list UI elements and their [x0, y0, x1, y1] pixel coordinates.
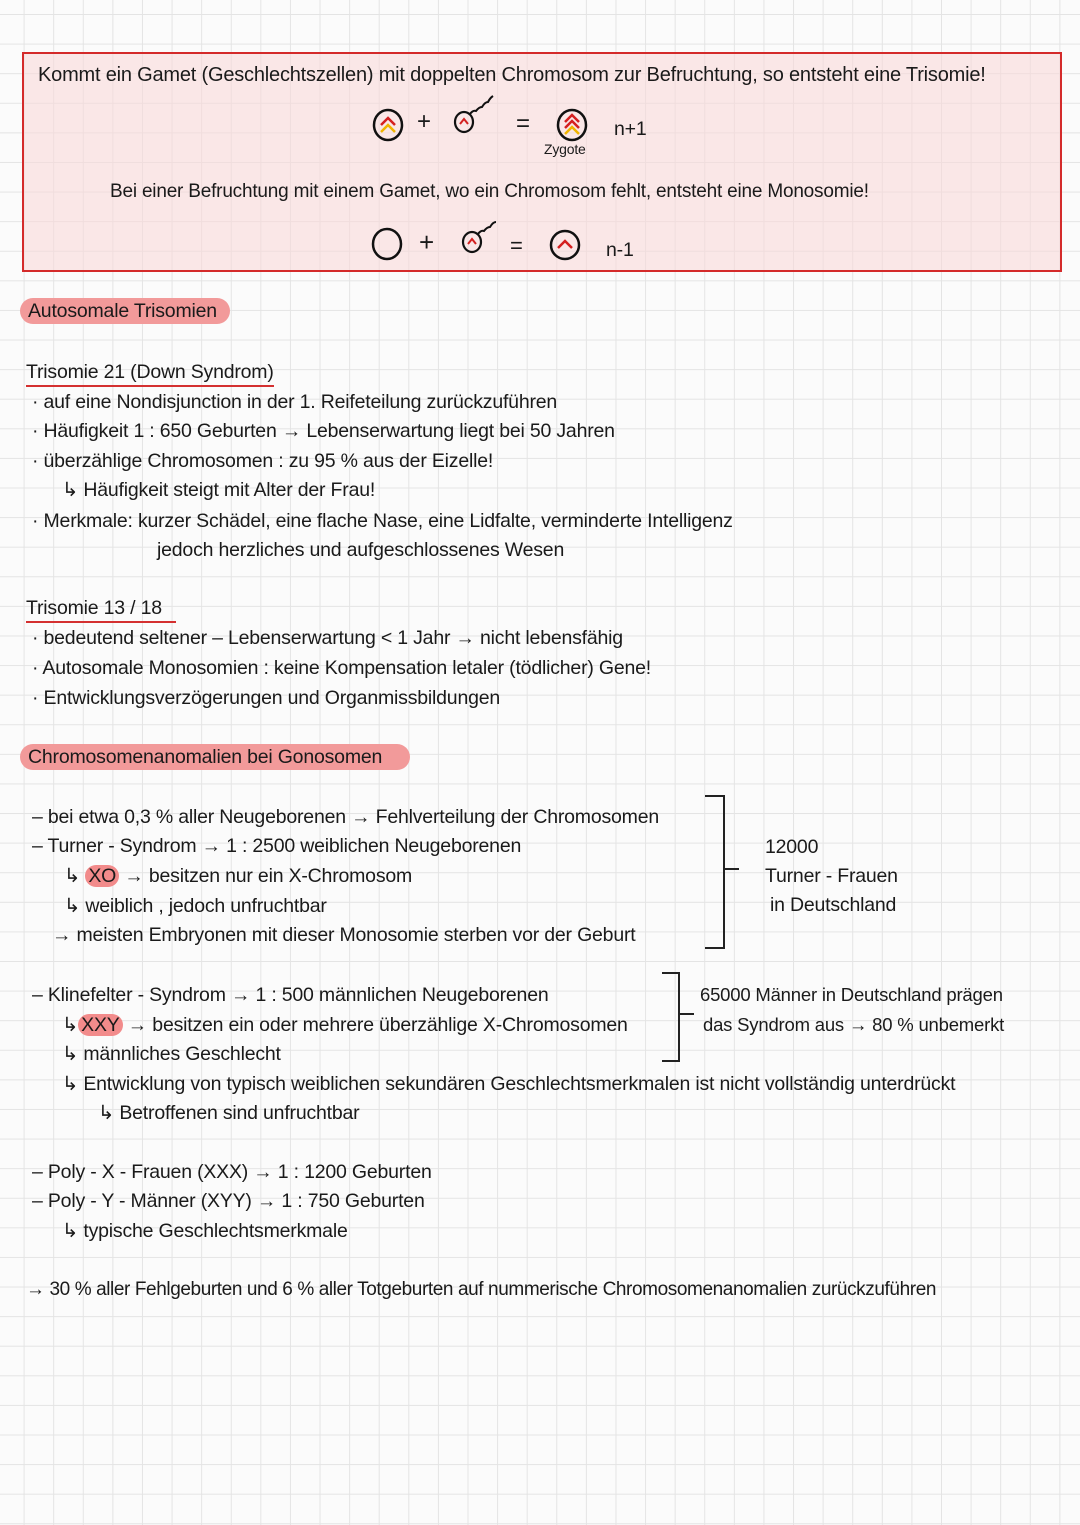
bracket	[705, 795, 725, 949]
trisomy21-heading: Trisomie 21 (Down Syndrom)	[26, 360, 274, 387]
klinefelter-side-note: 65000 Männer in Deutschland prägen	[700, 984, 1003, 1005]
list-item: · Merkmale: kurzer Schädel, eine flache Nase, eine Lidfalte, verminderte Intelligenz	[32, 510, 733, 532]
zygote-label: Zygote	[544, 141, 586, 157]
list-item	[64, 864, 412, 888]
trisomy1318-heading: Trisomie 13 / 18	[26, 596, 176, 623]
plus-sign: +	[419, 227, 434, 257]
list-item: – Poly - Y - Männer (XYY) → 1 : 750 Geburten	[32, 1190, 425, 1212]
list-item: – bei etwa 0,3 % aller Neugeborenen → Fehlverteilung der Chromosomen	[32, 806, 660, 828]
list-item: · überzählige Chromosomen : zu 95 % aus der Eizelle!	[32, 450, 494, 472]
list-text: → besitzen ein oder mehrere überzählige X-Chromosomen	[127, 1014, 628, 1036]
egg-cell-icon	[372, 108, 404, 142]
plus-sign: +	[417, 108, 431, 135]
bracket	[662, 972, 680, 1062]
arrow: ↳	[64, 865, 81, 887]
sperm-cell-icon	[460, 206, 510, 256]
list-item: ↳ Häufigkeit steigt mit Alter der Frau!	[62, 479, 376, 501]
turner-side-note: Turner - Frauen	[765, 865, 898, 887]
list-item: · auf eine Nondisjunction in der 1. Reifeteilung zurückzuführen	[32, 391, 558, 413]
n-minus-1-label: n-1	[606, 239, 634, 261]
monosomy-zygote-icon	[549, 229, 581, 261]
xo-highlight: XO	[85, 865, 119, 887]
list-item: ↳ männliches Geschlecht	[62, 1043, 281, 1065]
list-item: ↳ weiblich , jedoch unfruchtbar	[64, 895, 327, 917]
section-heading-autosomal: Autosomale Trisomien	[28, 300, 217, 322]
list-item: → meisten Embryonen mit dieser Monosomie sterben vor der Geburt	[52, 924, 636, 946]
list-item: jedoch herzliches und aufgeschlossenes Wesen	[157, 539, 565, 561]
turner-side-note: in Deutschland	[770, 894, 897, 916]
list-item: · Entwicklungsverzögerungen und Organmissbildungen	[32, 687, 501, 709]
list-item: – Klinefelter - Syndrom → 1 : 500 männlichen Neugeborenen	[32, 984, 549, 1006]
list-item	[62, 1013, 628, 1037]
list-item: · Autosomale Monosomien : keine Kompensation letaler (tödlicher) Gene!	[32, 657, 651, 679]
list-item: – Poly - X - Frauen (XXX) → 1 : 1200 Geburten	[32, 1161, 432, 1183]
list-item: ↳ typische Geschlechtsmerkmale	[62, 1220, 348, 1242]
arrow: ↳	[62, 1014, 79, 1036]
bracket-tick	[725, 868, 739, 870]
monosomy-explanation: Bei einer Befruchtung mit einem Gamet, wo ein Chromosom fehlt, entsteht eine Monosomie!	[110, 181, 869, 202]
list-item: ↳ Entwicklung von typisch weiblichen sekundären Geschlechtsmerkmalen ist nicht vollständig unterdrückt	[62, 1073, 956, 1095]
trisomy-explanation: Kommt ein Gamet (Geschlechtszellen) mit doppelten Chromosom zur Befruchtung, so entsteht eine Trisomie!	[38, 64, 986, 86]
equals-sign: =	[510, 233, 523, 258]
list-item: – Turner - Syndrom → 1 : 2500 weiblichen Neugeborenen	[32, 835, 522, 857]
section-heading-gonosomal: Chromosomenanomalien bei Gonosomen	[28, 746, 383, 768]
bracket-tick	[680, 1013, 694, 1015]
list-item: · bedeutend seltener – Lebenserwartung < 1 Jahr → nicht lebensfähig	[32, 627, 623, 649]
xxy-highlight: XXY	[78, 1014, 122, 1036]
turner-side-note: 12000	[765, 836, 819, 858]
klinefelter-side-note: das Syndrom aus → 80 % unbemerkt	[703, 1014, 1005, 1035]
equals-sign: =	[516, 110, 530, 137]
list-item: · Häufigkeit 1 : 650 Geburten → Lebenserwartung liegt bei 50 Jahren	[32, 420, 615, 442]
n-plus-1-label: n+1	[614, 118, 647, 140]
empty-egg-cell-icon	[371, 227, 403, 261]
conclusion: → 30 % aller Fehlgeburten und 6 % aller Totgeburten auf nummerische Chromosomenanomalien zurückzuführen	[26, 1279, 937, 1300]
list-item: ↳ Betroffenen sind unfruchtbar	[98, 1102, 360, 1124]
list-text: → besitzen nur ein X-Chromosom	[124, 865, 413, 887]
sperm-cell-icon	[452, 86, 502, 136]
